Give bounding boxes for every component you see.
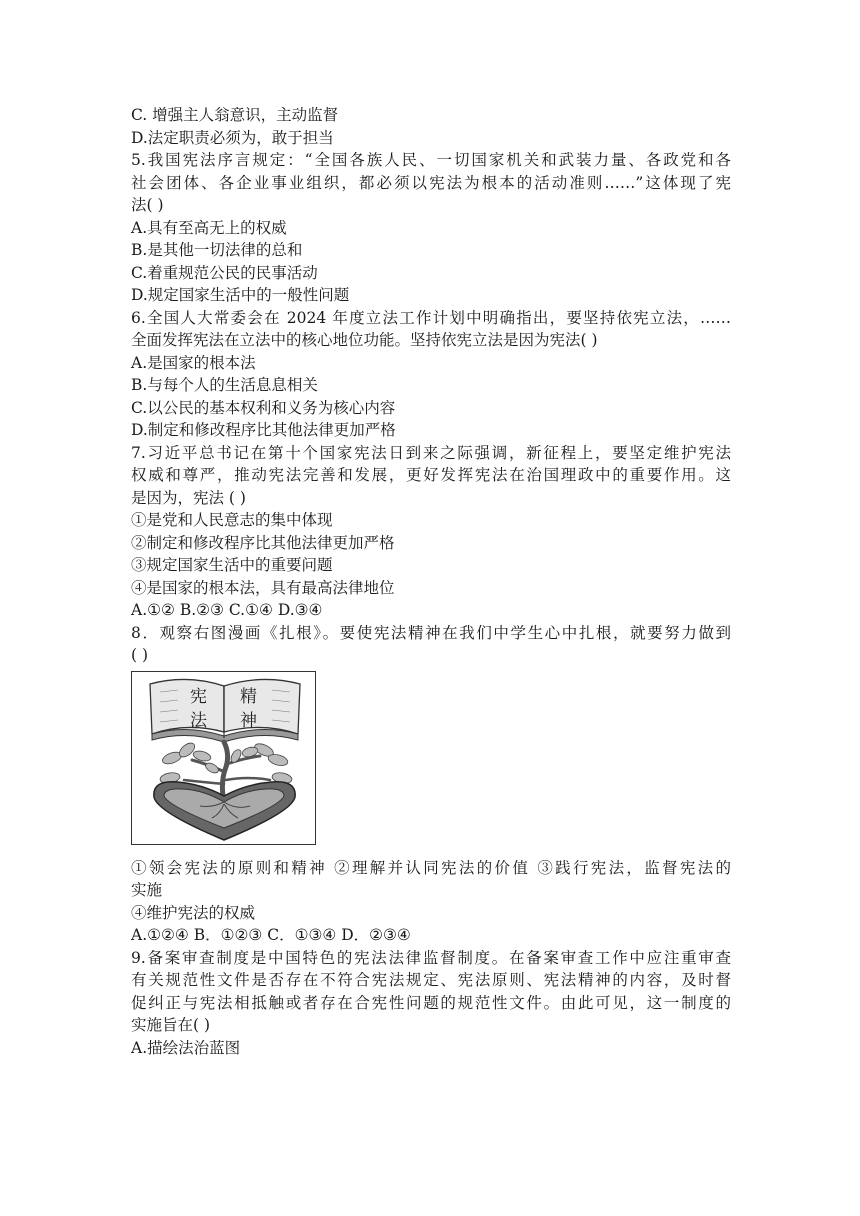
q8-items-line-1: ①领会宪法的原则和精神 ②理解并认同宪法的价值 ③践行宪法，监督宪法的 xyxy=(131,858,731,877)
cartoon-rooting-figure xyxy=(131,671,316,845)
q8-options: A.①②④ B．①②③ C．①③④ D．②③④ xyxy=(131,926,411,944)
q7-stem-line-1: 7.习近平总书记在第十个国家宪法日到来之际强调，新征程上，要坚定维护宪法 xyxy=(131,443,731,462)
book-char-xian: 宪 xyxy=(190,686,207,707)
book-char-fa: 法 xyxy=(190,710,207,731)
q6-option-c: C.以公民的基本权利和义务为核心内容 xyxy=(131,398,396,417)
q7-item-3: ③规定国家生活中的重要问题 xyxy=(131,556,333,574)
q5-stem-line-1: 5.我国宪法序言规定：“全国各族人民、一切国家机关和武装力量、各政党和各 xyxy=(131,151,731,169)
q9-option-a: A.描绘法治蓝图 xyxy=(131,1038,241,1057)
q7-item-1: ①是党和人民意志的集中体现 xyxy=(131,511,333,529)
q5-stem-line-3: 法( ) xyxy=(131,196,164,214)
book-left-page xyxy=(150,679,224,734)
q5-stem-line-2: 社会团体、各企业事业组织，都必须以宪法为根本的活动准则……”这体现了宪 xyxy=(131,173,731,192)
text-block-bottom xyxy=(131,857,731,1060)
q7-stem-line-3: 是因为，宪法 ( ) xyxy=(131,488,246,507)
q6-option-a: A.是国家的根本法 xyxy=(131,353,256,372)
q9-stem-line-3: 促纠正与宪法相抵触或者存在合宪性问题的规范性文件。由此可见，这一制度的 xyxy=(131,993,731,1012)
q8-items-line-2: 实施 xyxy=(131,881,163,899)
document-page xyxy=(131,104,731,1059)
q8-stem-line-1: 8．观察右图漫画《扎根》。要使宪法精神在我们中学生心中扎根，就要努力做到 xyxy=(131,623,731,642)
q6-option-b: B.与每个人的生活息息相关 xyxy=(131,376,318,394)
q6-stem-line-1: 6.全国人大常委会在 2024 年度立法工作计划中明确指出，要坚持依宪立法，…… xyxy=(131,308,731,327)
q7-item-2: ②制定和修改程序比其他法律更加严格 xyxy=(131,533,395,552)
q9-stem-line-2: 有关规范性文件是否存在不符合宪法规定、宪法原则、宪法精神的内容，及时督 xyxy=(131,971,731,989)
q7-options: A.①② B.②③ C.①④ D.③④ xyxy=(131,601,323,619)
cartoon-illustration xyxy=(132,672,317,846)
q8-item-4: ④维护宪法的权威 xyxy=(131,903,256,922)
q6-stem-line-2: 全面发挥宪法在立法中的核心地位功能。坚持依宪立法是因为宪法( ) xyxy=(131,331,598,349)
q8-stem-line-2: ( ) xyxy=(131,646,149,664)
q5-option-a: A.具有至高无上的权威 xyxy=(131,218,287,237)
q5-option-c: C.着重规范公民的民事活动 xyxy=(131,263,318,282)
q9-stem-line-4: 实施旨在( ) xyxy=(131,1016,211,1034)
option-c-q4: C. 增强主人翁意识，主动监督 xyxy=(131,106,339,124)
book-char-shen: 神 xyxy=(240,710,257,731)
q5-option-b: B.是其他一切法律的总和 xyxy=(131,241,303,259)
q5-option-d: D.规定国家生活中的一般性问题 xyxy=(131,286,350,304)
book-char-jing: 精 xyxy=(240,686,257,707)
q9-stem-line-1: 9.备案审查制度是中国特色的宪法法律监督制度。在备案审查工作中应注重审查 xyxy=(131,948,731,967)
text-block-top xyxy=(131,104,731,667)
q6-option-d: D.制定和修改程序比其他法律更加严格 xyxy=(131,421,396,439)
book-right-page xyxy=(224,679,300,734)
option-d-q4: D.法定职责必须为，敢于担当 xyxy=(131,128,334,147)
q7-item-4: ④是国家的根本法，具有最高法律地位 xyxy=(131,578,395,597)
q7-stem-line-2: 权威和尊严，推动宪法完善和发展，更好发挥宪法在治国理政中的重要作用。这 xyxy=(131,466,731,484)
